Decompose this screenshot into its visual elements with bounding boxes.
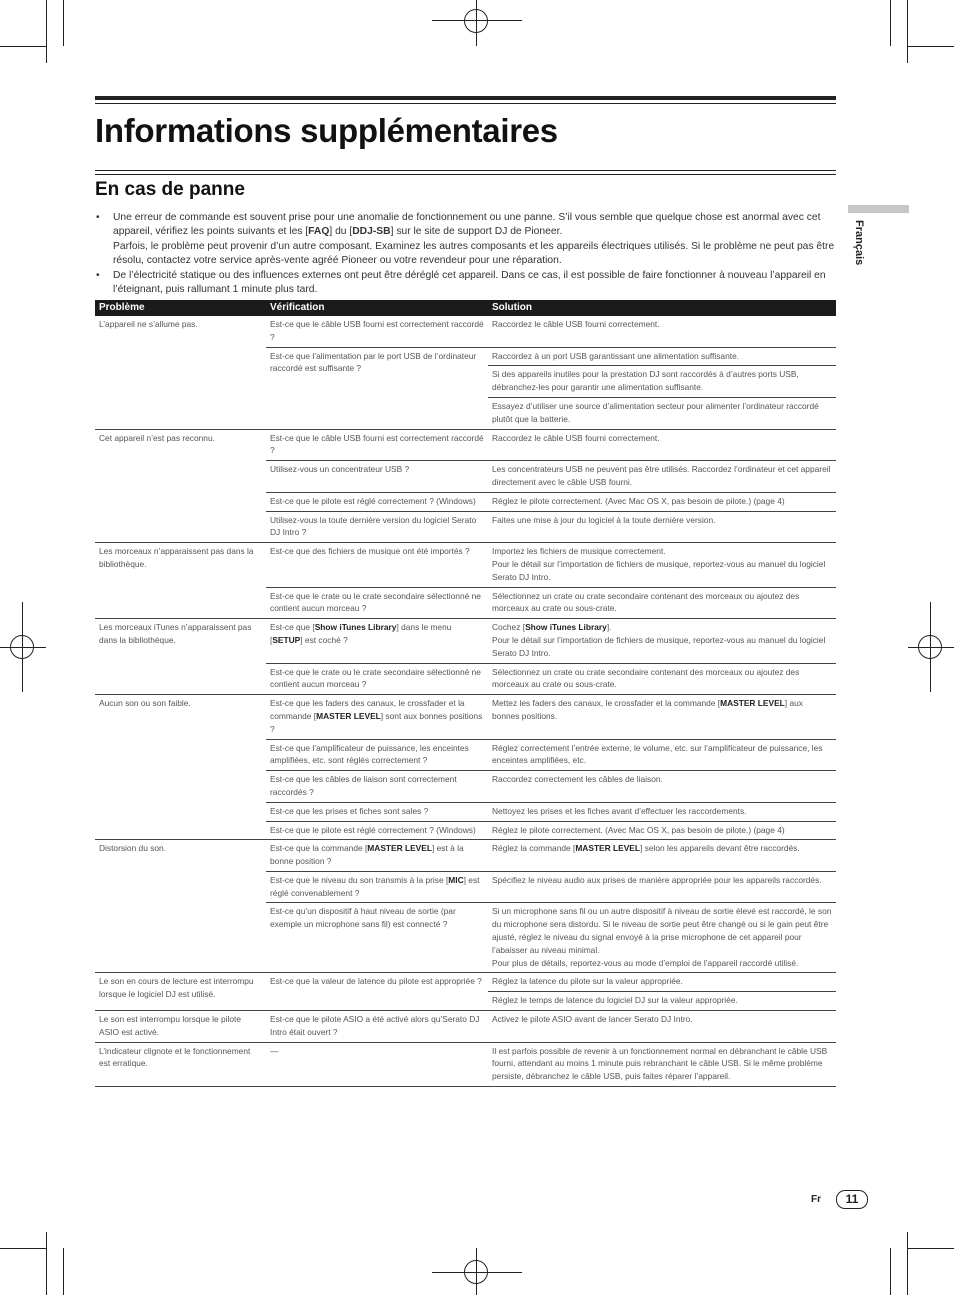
- problem-cell: L’indicateur clignote et le fonctionnement est erratique.: [95, 1042, 266, 1086]
- verification-cell: Utilisez-vous un concentrateur USB ?: [266, 461, 488, 493]
- crop-mark: [890, 1248, 891, 1295]
- troubleshooting-table: [95, 300, 836, 1087]
- intro-bullet: • Une erreur de commande est souvent prise pour une anomalie de fonctionnement ou une panne. S’il vous semble que quelque chose est anormal avec cet appareil, vérifiez les points suivants et les [FAQ] du [DDJ-SB] sur le site de support DJ de Pioneer. Parfois, le problème peut provenir d’un autre composant. Examinez les autres composants et les appareils électriques utilisés. Si le problème ne peut pas être résolu, contactez votre service après-vente agréé Pioneer ou votre revendeur pour une réparation.: [95, 211, 836, 269]
- registration-mark: [464, 1260, 488, 1284]
- table-row: [95, 1042, 836, 1086]
- crop-mark: [46, 1232, 47, 1295]
- header-rule: [95, 103, 836, 104]
- solution-cell: Si un microphone sans fil ou un autre dispositif à niveau de sortie élevé est raccordé, le son du microphone sera distordu. Si le niveau de sortie peut être changé ou si le gain peut être ajusté, réglez le niveau du signal envoyé à la prise microphone de cet appareil pour l’abaisser au niveau minimal. Pour plus de détails, reportez-vous au mode d’emploi de l’appareil raccordé utilisé.: [488, 903, 836, 973]
- verification-cell: —: [266, 1042, 488, 1086]
- problem-cell: L’appareil ne s’allume pas.: [95, 316, 266, 429]
- bold-term: FAQ: [308, 226, 330, 238]
- table-row: [95, 543, 836, 587]
- solution-cell: Les concentrateurs USB ne peuvent pas être utilisés. Raccordez l’ordinateur et cet appareil directement avec le câble USB fourni.: [488, 461, 836, 493]
- solution-cell: Raccordez correctement les câbles de liaison.: [488, 771, 836, 803]
- language-tab-label: Français: [853, 220, 865, 266]
- title-rule: [95, 174, 836, 175]
- verification-cell: Est-ce que la commande [MASTER LEVEL] est à la bonne position ?: [266, 840, 488, 872]
- solution-cell: Essayez d’utiliser une source d’alimentation secteur pour alimenter l’ordinateur raccordé plutôt que la batterie.: [488, 397, 836, 429]
- solution-cell: Réglez la latence du pilote sur la valeur appropriée.: [488, 973, 836, 992]
- registration-mark: [918, 635, 942, 659]
- problem-cell: Le son en cours de lecture est interrompu lorsque le logiciel DJ est utilisé.: [95, 973, 266, 1011]
- solution-cell: Sélectionnez un crate ou crate secondaire contenant des morceaux ou ajoutez des morceaux au crate ou sous-crate.: [488, 587, 836, 619]
- solution-cell: Mettez les faders des canaux, le crossfader et la commande [MASTER LEVEL] aux bonnes positions.: [488, 695, 836, 739]
- verification-cell: Utilisez-vous la toute dernière version du logiciel Serato DJ Intro ?: [266, 511, 488, 543]
- crop-mark: [890, 0, 891, 46]
- verification-cell: Est-ce que la valeur de latence du pilote est appropriée ?: [266, 973, 488, 1011]
- verification-cell: Est-ce que le pilote est réglé correctement ? (Windows): [266, 492, 488, 511]
- header-verification: Vérification: [266, 300, 488, 316]
- solution-cell: Il est parfois possible de revenir à un fonctionnement normal en débranchant le câble USB fourni, attendant au moins 1 minute puis rebranchant le câble USB. Si le même problème persiste, débranchez le câble USB, puis faites réparer l’appareil.: [488, 1042, 836, 1086]
- crop-mark: [907, 1232, 908, 1295]
- verification-cell: Est-ce que le câble USB fourni est correctement raccordé ?: [266, 316, 488, 347]
- bold-term: SETUP: [272, 634, 301, 645]
- verification-cell: Est-ce que les prises et fiches sont sales ?: [266, 802, 488, 821]
- bold-term: MASTER LEVEL: [316, 710, 381, 721]
- bold-term: MASTER LEVEL: [367, 843, 432, 854]
- solution-cell: Spécifiez le niveau audio aux prises de manière appropriée pour les appareils raccordés.: [488, 871, 836, 903]
- header-rule: [95, 96, 836, 100]
- verification-cell: Est-ce que le câble USB fourni est correctement raccordé ?: [266, 429, 488, 461]
- page-title: Informations supplémentaires: [95, 112, 558, 149]
- crop-mark: [908, 46, 954, 47]
- language-tab-label-box: [848, 220, 868, 280]
- crop-mark: [0, 46, 46, 47]
- bold-term: MIC: [448, 874, 464, 885]
- solution-cell: Réglez le temps de latence du logiciel DJ sur la valeur appropriée.: [488, 992, 836, 1011]
- solution-cell: Faites une mise à jour du logiciel à la toute dernière version.: [488, 511, 836, 543]
- intro-bullet: • De l’électricité statique ou des influences externes ont peut être déréglé cet appareil. Dans ce cas, il est possible de faire fonctionner à nouveau l’appareil en l’éteignant, puis rallumant 1 minute plus tard.: [95, 269, 836, 298]
- crop-mark: [46, 0, 47, 63]
- header-solution: Solution: [488, 300, 836, 316]
- table-row: [95, 316, 836, 347]
- solution-cell: Cochez [Show iTunes Library]. Pour le détail sur l’importation de fichiers de musique, reportez-vous au manuel du logiciel Serato DJ Intro.: [488, 619, 836, 663]
- problem-cell: Aucun son ou son faible.: [95, 695, 266, 840]
- verification-cell: Est-ce que les câbles de liaison sont correctement raccordés ?: [266, 771, 488, 803]
- header-problem: Problème: [95, 300, 266, 316]
- page-number: 11: [836, 1190, 868, 1209]
- registration-mark: [10, 635, 34, 659]
- solution-cell: Raccordez à un port USB garantissant une alimentation suffisante.: [488, 347, 836, 366]
- problem-cell: Le son est interrompu lorsque le pilote ASIO est activé.: [95, 1011, 266, 1043]
- section-heading: En cas de panne: [95, 179, 245, 200]
- title-rule: [95, 170, 836, 171]
- intro-bullet-list: [95, 211, 836, 297]
- verification-cell: Est-ce que l’alimentation par le port USB de l’ordinateur raccordé est suffisante ?: [266, 347, 488, 429]
- table-header-row: [95, 300, 836, 316]
- solution-cell: Raccordez le câble USB fourni correctement.: [488, 429, 836, 461]
- verification-cell: Est-ce que le pilote ASIO a été activé alors qu’Serato DJ Intro était ouvert ?: [266, 1011, 488, 1043]
- verification-cell: Est-ce que [Show iTunes Library] dans le menu [SETUP] est coché ?: [266, 619, 488, 663]
- problem-cell: Distorsion du son.: [95, 840, 266, 973]
- solution-cell: Réglez correctement l’entrée externe, le volume, etc. sur l’amplificateur de puissance, les enceintes amplifiées, etc.: [488, 739, 836, 771]
- bold-term: MASTER LEVEL: [575, 843, 641, 854]
- table-row: [95, 695, 836, 739]
- solution-cell: Importez les fichiers de musique correctement. Pour le détail sur l’importation de fichiers de musique, reportez-vous au manuel du logiciel Serato DJ Intro.: [488, 543, 836, 587]
- solution-cell: Réglez le pilote correctement. (Avec Mac OS X, pas besoin de pilote.) (page 4): [488, 492, 836, 511]
- verification-cell: Est-ce que des fichiers de musique ont été importés ?: [266, 543, 488, 587]
- bold-term: Show iTunes Library: [314, 622, 397, 633]
- table-row: [95, 1011, 836, 1043]
- problem-cell: Les morceaux iTunes n’apparaissent pas dans la bibliothèque.: [95, 619, 266, 695]
- crop-mark: [0, 1248, 46, 1249]
- verification-cell: Est-ce que l’amplificateur de puissance, les enceintes amplifiées, etc. sont réglés correctement ?: [266, 739, 488, 771]
- solution-cell: Sélectionnez un crate ou crate secondaire contenant des morceaux ou ajoutez des morceaux au crate ou sous-crate.: [488, 663, 836, 695]
- language-tab: [848, 205, 909, 213]
- verification-cell: Est-ce que le crate ou le crate secondaire sélectionné ne contient aucun morceau ?: [266, 663, 488, 695]
- bold-term: MASTER LEVEL: [720, 698, 785, 709]
- solution-cell: Activez le pilote ASIO avant de lancer Serato DJ Intro.: [488, 1011, 836, 1043]
- crop-mark: [908, 1248, 954, 1249]
- bold-term: DDJ-SB: [352, 226, 391, 238]
- problem-cell: Cet appareil n’est pas reconnu.: [95, 429, 266, 543]
- solution-cell: Nettoyez les prises et les fiches avant d’effectuer les raccordements.: [488, 802, 836, 821]
- verification-cell: Est-ce que le crate ou le crate secondaire sélectionné ne contient aucun morceau ?: [266, 587, 488, 619]
- solution-cell: Si des appareils inutiles pour la prestation DJ sont raccordés à d’autres ports USB, débranchez-les pour garantir une alimentation suffisante.: [488, 366, 836, 398]
- table-row: [95, 840, 836, 872]
- verification-cell: Est-ce que les faders des canaux, le crossfader et la commande [MASTER LEVEL] sont aux bonnes positions ?: [266, 695, 488, 739]
- problem-cell: Les morceaux n’apparaissent pas dans la bibliothèque.: [95, 543, 266, 619]
- verification-cell: Est-ce que le pilote est réglé correctement ? (Windows): [266, 821, 488, 840]
- crop-mark: [63, 1248, 64, 1295]
- table-row: [95, 429, 836, 461]
- crop-mark: [63, 0, 64, 46]
- solution-cell: Raccordez le câble USB fourni correctement.: [488, 316, 836, 347]
- crop-mark: [907, 0, 908, 63]
- solution-cell: Réglez la commande [MASTER LEVEL] selon les appareils devant être raccordés.: [488, 840, 836, 872]
- registration-mark: [464, 9, 488, 33]
- verification-cell: Est-ce que le niveau du son transmis à la prise [MIC] est réglé convenablement ?: [266, 871, 488, 903]
- bold-term: Show iTunes Library: [525, 622, 607, 633]
- solution-cell: Réglez le pilote correctement. (Avec Mac OS X, pas besoin de pilote.) (page 4): [488, 821, 836, 840]
- table-row: [95, 619, 836, 663]
- verification-cell: Est-ce qu’un dispositif à haut niveau de sortie (par exemple un microphone sans fil) est connecté ?: [266, 903, 488, 973]
- table-row: [95, 973, 836, 992]
- footer-language: Fr: [811, 1194, 821, 1205]
